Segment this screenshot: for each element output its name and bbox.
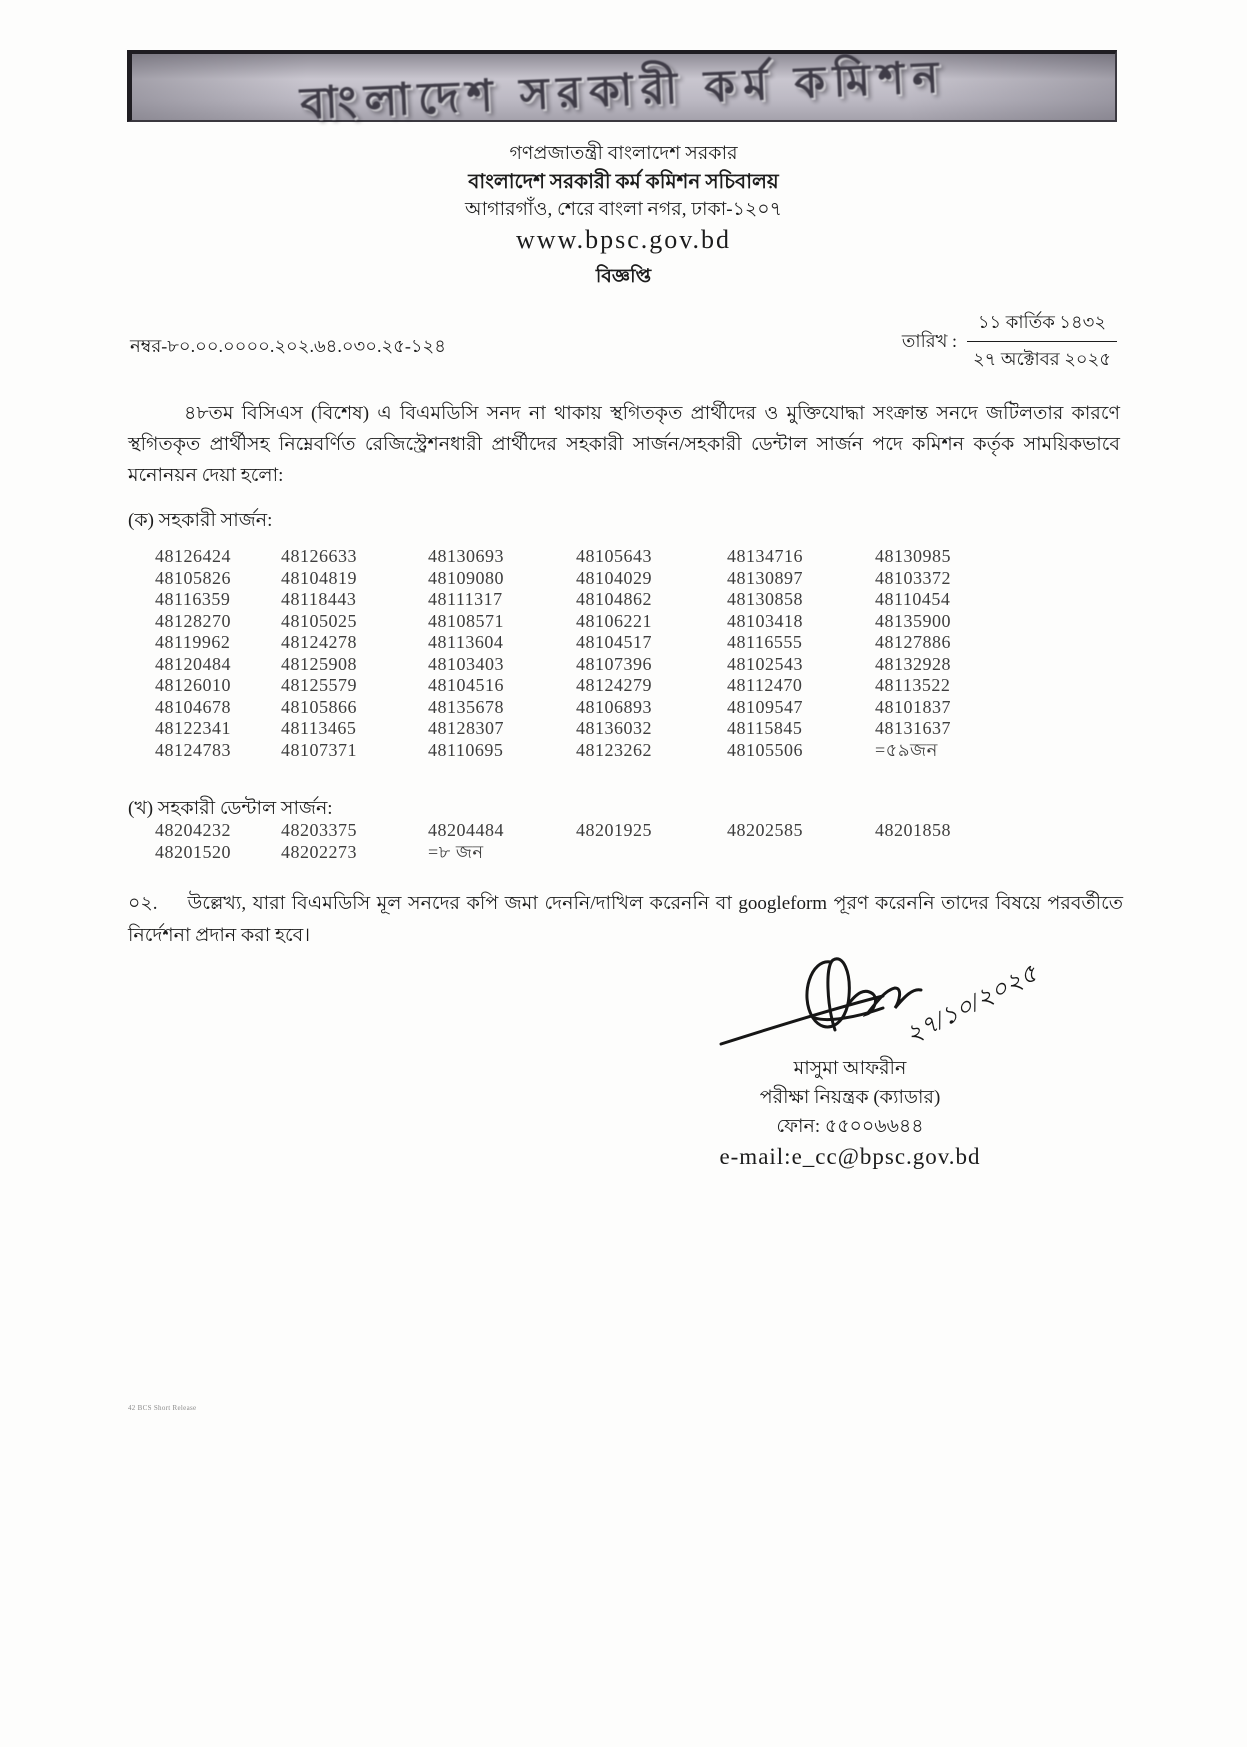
roll-number-row	[155, 675, 1060, 697]
roll-number: 48116359	[155, 589, 231, 609]
handwritten-date: ২৭/১০/২০২৫	[901, 959, 1042, 1050]
roll-number: 48105826	[155, 567, 231, 588]
roll-number: =৮ জন	[428, 841, 484, 862]
roll-number: 48103403	[428, 653, 504, 674]
roll-number: 48202273	[281, 841, 357, 862]
roll-number: 48123262	[576, 739, 652, 760]
roll-number: 48124279	[576, 675, 652, 695]
roll-number: 48203375	[281, 820, 357, 840]
roll-number: 48130985	[875, 546, 951, 566]
roll-number: 48204484	[428, 820, 504, 840]
roll-number-row	[155, 589, 1060, 611]
roll-number: 48104516	[428, 675, 504, 695]
signatory-phone: ফোন: ৫৫০০৬৬৪৪	[776, 1116, 924, 1137]
signatory-designation: পরীক্ষা নিয়ন্ত্রক (ক্যাডার)	[759, 1087, 941, 1108]
body-paragraph-1: ৪৮তম বিসিএস (বিশেষ) এ বিএমডিসি সনদ না থাকায় স্থগিতকৃত প্রার্থীদের ও মুক্তিযোদ্ধা সংক্রান্ত সনদে জটিলতার কারণে স্থগিতকৃত প্রার্থীসহ নিম্নেবর্ণিত রেজিস্ট্রেশনধারী প্রার্থীদের সহকারী সার্জন/সহকারী ডেন্টাল সার্জন পদে কমিশন কর্তৃক সাময়িকভাবে মনোনয়ন দেয়া হলো:	[128, 403, 1120, 486]
roll-number: 48101837	[875, 696, 951, 717]
roll-number: 48105025	[281, 610, 357, 631]
roll-number-row	[155, 740, 1060, 762]
roll-number-row	[155, 546, 1060, 568]
section-b-heading: (খ) সহকারী ডেন্টাল সার্জন:	[128, 798, 333, 819]
date-bangla: ১১ কার্তিক ১৪৩২	[967, 308, 1117, 342]
government-name: গণপ্রজাতন্ত্রী বাংলাদেশ সরকার	[509, 143, 738, 164]
roll-number: 48113465	[281, 718, 357, 738]
roll-number: 48105506	[727, 739, 803, 760]
roll-number-row	[155, 718, 1060, 740]
document-header	[0, 140, 1247, 254]
date-block	[902, 308, 1117, 376]
roll-number-row	[155, 654, 1060, 676]
roll-number: 48111317	[428, 589, 503, 609]
roll-number: 48132928	[875, 653, 951, 674]
roll-number: 48102543	[727, 653, 803, 674]
roll-number: 48112470	[727, 675, 803, 695]
roll-number: 48135900	[875, 610, 951, 631]
organization-name: বাংলাদেশ সরকারী কর্ম কমিশন সচিবালয়	[468, 171, 779, 193]
roll-number: 48202585	[727, 820, 803, 840]
roll-number: 48104862	[576, 589, 652, 609]
roll-number: 48103372	[875, 567, 951, 588]
organization-address: আগারগাঁও, শেরে বাংলা নগর, ঢাকা-১২০৭	[464, 199, 782, 220]
roll-number: 48113522	[875, 675, 951, 695]
roll-number: 48108571	[428, 610, 504, 631]
website-url: www.bpsc.gov.bd	[515, 225, 732, 254]
paragraph-2-number: ০২.	[128, 893, 158, 914]
roll-number: 48107371	[281, 739, 357, 760]
roll-number-row	[155, 611, 1060, 633]
roll-number: 48105866	[281, 696, 357, 717]
roll-number-row	[155, 820, 1060, 842]
roll-number: 48103418	[727, 610, 803, 631]
memo-number: নম্বর-৮০.০০.০০০০.২০২.৬৪.০৩০.২৫-১২৪	[130, 336, 446, 356]
signature-block	[645, 948, 1055, 1173]
roll-number: 48106893	[576, 696, 652, 717]
signatory-email: e-mail:e_cc@bpsc.gov.bd	[719, 1144, 981, 1169]
roll-number: 48127886	[875, 632, 951, 652]
banner-signboard-text: বাংলাদেশ সরকারী কর্ম কমিশন	[299, 51, 948, 129]
roll-number: 48126633	[281, 546, 357, 566]
roll-number: 48109547	[727, 696, 803, 717]
date-label: তারিখ :	[901, 330, 957, 351]
roll-number: 48122341	[155, 718, 231, 738]
roll-number: 48130897	[727, 567, 803, 588]
notice-title: বিজ্ঞপ্তি	[595, 266, 652, 287]
roll-number: 48106221	[576, 610, 652, 631]
roll-number: =৫৯জন	[875, 739, 938, 760]
roll-number: 48126424	[155, 546, 231, 566]
roll-number: 48116555	[727, 632, 803, 652]
roll-number: 48115845	[727, 718, 803, 738]
paragraph-2-text: উল্লেখ্য, যারা বিএমডিসি মূল সনদের কপি জমা দেননি/দাখিল করেননি বা googleform পূরণ করেননি তাদের বিষয়ে পরবর্তীতে নির্দেশনা প্রদান করা হবে।	[128, 893, 1123, 946]
roll-number: 48104678	[155, 696, 231, 717]
roll-number: 48126010	[155, 675, 231, 695]
roll-number: 48130858	[727, 589, 803, 609]
roll-number: 48113604	[428, 632, 504, 652]
roll-number: 48134716	[727, 546, 803, 566]
roll-number: 48110454	[875, 589, 951, 609]
roll-number: 48201520	[155, 841, 231, 862]
roll-number-row	[155, 632, 1060, 654]
roll-number: 48201858	[875, 820, 951, 840]
roll-number: 48109080	[428, 567, 504, 588]
bottom-left-footnote: 42 BCS Short Release	[128, 1404, 197, 1412]
roll-number: 48105643	[576, 546, 652, 566]
signatory-name: মাসুমা আফরীন	[793, 1058, 907, 1079]
roll-number: 48107396	[576, 653, 652, 674]
roll-number: 48104029	[576, 567, 652, 588]
roll-number: 48110695	[428, 739, 504, 760]
roll-number: 48118443	[281, 589, 357, 609]
roll-number-row	[155, 697, 1060, 719]
assistant-surgeon-roll-table	[155, 546, 1060, 761]
roll-number: 48136032	[576, 718, 652, 738]
roll-number: 48119962	[155, 632, 231, 652]
roll-number: 48204232	[155, 820, 231, 840]
roll-number: 48125579	[281, 675, 357, 695]
roll-number: 48201925	[576, 820, 652, 840]
roll-number: 48135678	[428, 696, 504, 717]
roll-number: 48104819	[281, 567, 357, 588]
roll-number: 48128270	[155, 610, 231, 631]
section-a-heading: (ক) সহকারী সার্জন:	[128, 510, 273, 531]
roll-number: 48124278	[281, 632, 357, 652]
roll-number: 48131637	[875, 718, 951, 738]
roll-number: 48130693	[428, 546, 504, 566]
handwritten-signature	[715, 948, 1055, 1068]
roll-number: 48125908	[281, 653, 357, 674]
roll-number-row	[155, 568, 1060, 590]
roll-number: 48120484	[155, 653, 231, 674]
assistant-dental-surgeon-roll-table	[155, 820, 1060, 863]
roll-number: 48128307	[428, 718, 504, 738]
date-gregorian: ২৭ অক্টোবর ২০২৫	[972, 349, 1111, 369]
roll-number: 48124783	[155, 739, 231, 760]
body-paragraph-2	[128, 888, 1123, 952]
date-values	[967, 308, 1117, 376]
roll-number-row	[155, 842, 1060, 864]
letterhead-photo-banner	[127, 50, 1117, 129]
roll-number: 48104517	[576, 632, 652, 652]
